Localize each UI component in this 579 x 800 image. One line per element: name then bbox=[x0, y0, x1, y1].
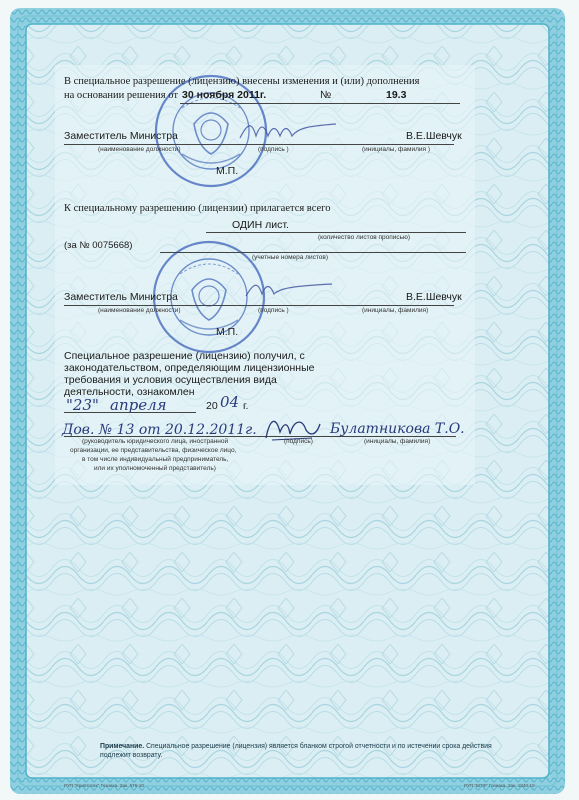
sheet-count: ОДИН лист. bbox=[232, 219, 289, 231]
note-text: Специальное разрешение (лицензия) является бланком строгой отчетности и по истечении срока действия bbox=[146, 743, 492, 750]
signature-underline bbox=[64, 305, 454, 306]
sheet-numbers: (за № 0075668) bbox=[64, 240, 133, 251]
signer-name: В.Е.Шевчук bbox=[406, 291, 462, 303]
decision-underline bbox=[180, 103, 460, 104]
year-suffix-g: г. bbox=[243, 400, 249, 412]
signer-name: В.Е.Шевчук bbox=[406, 130, 462, 142]
caption-receiver-2: организации, ее представительства, физическое лицо, bbox=[70, 447, 237, 454]
decision-date: 30 ноября 2011г. bbox=[182, 89, 267, 101]
signature-underline bbox=[64, 144, 454, 145]
caption-name: (инициалы, фамилия) bbox=[362, 307, 429, 314]
handwritten-signature-icon bbox=[244, 278, 334, 302]
receipt-line4: деятельности, ознакомлен bbox=[64, 386, 195, 398]
sheet-count-underline bbox=[206, 232, 466, 233]
amendment-text-line1: В специальное разрешение (лицензию) внесены изменения и (или) дополнения bbox=[64, 76, 420, 87]
print-info-left: РУП "Криптотех" Гознака. Зак. 576-10 bbox=[64, 783, 144, 788]
sheet-numbers-underline bbox=[160, 252, 466, 253]
seal-place: М.П. bbox=[216, 326, 239, 338]
date-underline bbox=[64, 412, 196, 413]
note-text-2: подлежит возврату. bbox=[100, 752, 163, 759]
caption-signature: (подпись ) bbox=[258, 307, 289, 314]
handwritten-signature-icon bbox=[238, 118, 338, 144]
caption-receiver-4: или их уполномоченный представитель) bbox=[94, 465, 216, 472]
print-info-right: РУП "БПФ" Гознака. Зак. 1840-10 bbox=[464, 783, 535, 788]
amendment-text-line2: на основании решения от bbox=[64, 90, 178, 101]
caption-signature: (подпись) bbox=[284, 438, 313, 445]
receipt-line1: Специальное разрешение (лицензию) получил, с bbox=[64, 350, 305, 362]
receiver-underline bbox=[64, 436, 456, 437]
signer-position: Заместитель Министра bbox=[64, 130, 178, 142]
receipt-line3: требования и условия осуществления вида bbox=[64, 374, 277, 386]
signer-position: Заместитель Министра bbox=[64, 291, 178, 303]
caption-receiver-3: в том числе индивидуальный предприниматель, bbox=[82, 456, 229, 463]
decision-number: 19.3 bbox=[386, 89, 407, 101]
note bbox=[100, 743, 492, 750]
receipt-day: "23" bbox=[66, 396, 99, 414]
number-sign: № bbox=[320, 89, 332, 101]
caption-sheet-numbers: (учетные номера листов) bbox=[252, 254, 328, 261]
receiver-name-handwritten: Булатникова Т.О. bbox=[330, 421, 465, 437]
caption-signature: (подпись ) bbox=[258, 146, 289, 153]
year-prefix: 20 bbox=[206, 400, 218, 412]
caption-receiver-1: (руководитель юридического лица, иностранной bbox=[82, 438, 229, 445]
attachment-text: К специальному разрешению (лицензии) прилагается всего bbox=[64, 203, 331, 214]
caption-position: (наименование должности) bbox=[98, 146, 181, 153]
receipt-line2: законодательством, определяющим лицензионные bbox=[64, 362, 315, 374]
caption-sheet-count: (количество листов прописью) bbox=[318, 234, 411, 241]
seal-place: М.П. bbox=[216, 165, 239, 177]
power-of-attorney: Дов. № 13 от 20.12.2011г. bbox=[62, 422, 257, 438]
caption-name: (инициалы, фамилия) bbox=[364, 438, 431, 445]
caption-position: (наименование должности) bbox=[98, 307, 181, 314]
receipt-month: апреля bbox=[110, 396, 167, 414]
note-label: Примечание. bbox=[100, 743, 145, 750]
year-suffix: 04 bbox=[220, 393, 240, 411]
caption-name: (инициалы, фамилия ) bbox=[362, 146, 431, 153]
